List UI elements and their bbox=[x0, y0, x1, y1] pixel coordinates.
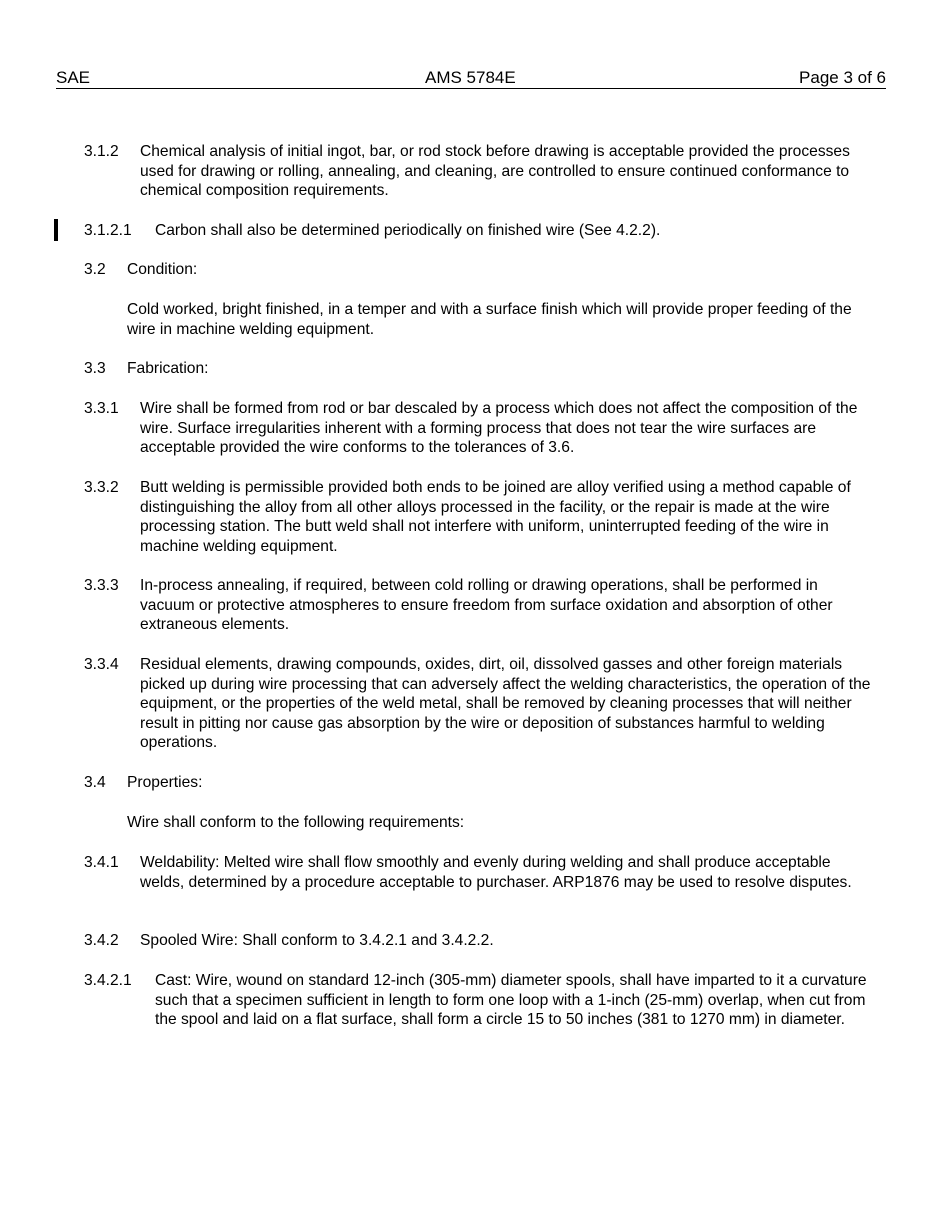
header-doc-number: AMS 5784E bbox=[425, 68, 516, 87]
section-3-4-2 bbox=[84, 931, 874, 951]
section-text: Residual elements, drawing compounds, oxides, dirt, oil, dissolved gasses and other foreign materials picked up during wire processing that can adversely affect the welding characteristics, the operation of the equipment, or the properties of the weld metal, shall be removed by cleaning processes that will neither result in pitting nor cause gas absorption by the wire or deposition of substances harmful to welding operations. bbox=[140, 656, 871, 751]
section-3-4 bbox=[84, 773, 874, 793]
section-text: Cold worked, bright finished, in a temper and with a surface finish which will provide proper feeding of the wire in machine welding equipment. bbox=[127, 301, 852, 338]
section-number: 3.1.2.1 bbox=[84, 222, 132, 239]
section-3-1-2 bbox=[84, 142, 874, 201]
section-text: Cast: Wire, wound on standard 12-inch (305-mm) diameter spools, shall have imparted to it a curvature such that a specimen sufficient in length to form one loop with a 1-inch (25-mm) overlap, when cut from the spool and laid on a flat surface, shall form a circle 15 to 50 inches (381 to 1270 mm) in diameter. bbox=[155, 972, 867, 1028]
section-number: 3.4.2.1 bbox=[84, 972, 132, 989]
section-3-3-3 bbox=[84, 576, 874, 635]
section-text: In-process annealing, if required, between cold rolling or drawing operations, shall be performed in vacuum or protective atmospheres to ensure freedom from surface oxidation and absorption of other extraneous elements. bbox=[140, 577, 833, 633]
section-number: 3.3.4 bbox=[84, 656, 119, 673]
section-3-3 bbox=[84, 359, 874, 379]
section-text: Wire shall be formed from rod or bar descaled by a process which does not affect the composition of the wire. Surface irregularities inherent with a forming process that does not tear the wire surfaces are acceptable provided the wire conforms to the tolerances of 3.6. bbox=[140, 400, 858, 456]
section-number: 3.3.2 bbox=[84, 479, 119, 496]
section-number: 3.4.2 bbox=[84, 932, 119, 949]
section-heading: Fabrication: bbox=[127, 360, 209, 377]
section-3-2-paragraph bbox=[84, 300, 874, 339]
header-org: SAE bbox=[56, 68, 91, 87]
header-page-number: Page 3 of 6 bbox=[799, 68, 886, 87]
section-3-1-2-1 bbox=[84, 221, 874, 241]
section-text: Wire shall conform to the following requirements: bbox=[127, 814, 465, 831]
section-number: 3.2 bbox=[84, 261, 106, 278]
section-heading: Properties: bbox=[127, 774, 203, 791]
section-3-3-4 bbox=[84, 655, 874, 753]
section-text: Weldability: Melted wire shall flow smoothly and evenly during welding and shall produce acceptable welds, determined by a procedure acceptable to purchaser. ARP1876 may be used to resolve disputes. bbox=[140, 854, 852, 891]
section-3-3-2 bbox=[84, 478, 874, 556]
section-text: Butt welding is permissible provided both ends to be joined are alloy verified using a method capable of distinguishing the alloy from all other alloys processed in the facility, or the repair is made at the wire processing station. The butt weld shall not interfere with uniform, uninterrupted feeding of the wire in machine welding equipment. bbox=[140, 479, 851, 555]
section-heading: Condition: bbox=[127, 261, 198, 278]
section-3-4-2-1 bbox=[84, 971, 874, 1030]
section-text: Chemical analysis of initial ingot, bar, or rod stock before drawing is acceptable provided the processes used for drawing or rolling, annealing, and cleaning, are controlled to ensure continued conformance to chemical composition requirements. bbox=[140, 143, 850, 199]
section-3-2 bbox=[84, 260, 874, 280]
section-number: 3.3.1 bbox=[84, 400, 119, 417]
section-3-4-1 bbox=[84, 853, 874, 892]
section-text: Carbon shall also be determined periodically on finished wire (See 4.2.2). bbox=[155, 222, 661, 239]
section-number: 3.4 bbox=[84, 774, 106, 791]
section-number: 3.3 bbox=[84, 360, 106, 377]
section-text: Spooled Wire: Shall conform to 3.4.2.1 and 3.4.2.2. bbox=[140, 932, 494, 949]
section-3-4-paragraph bbox=[84, 813, 874, 833]
section-number: 3.4.1 bbox=[84, 854, 119, 871]
section-number: 3.3.3 bbox=[84, 577, 119, 594]
change-bar bbox=[54, 219, 58, 241]
section-3-3-1 bbox=[84, 399, 874, 458]
section-number: 3.1.2 bbox=[84, 143, 119, 160]
page-header bbox=[56, 68, 886, 89]
